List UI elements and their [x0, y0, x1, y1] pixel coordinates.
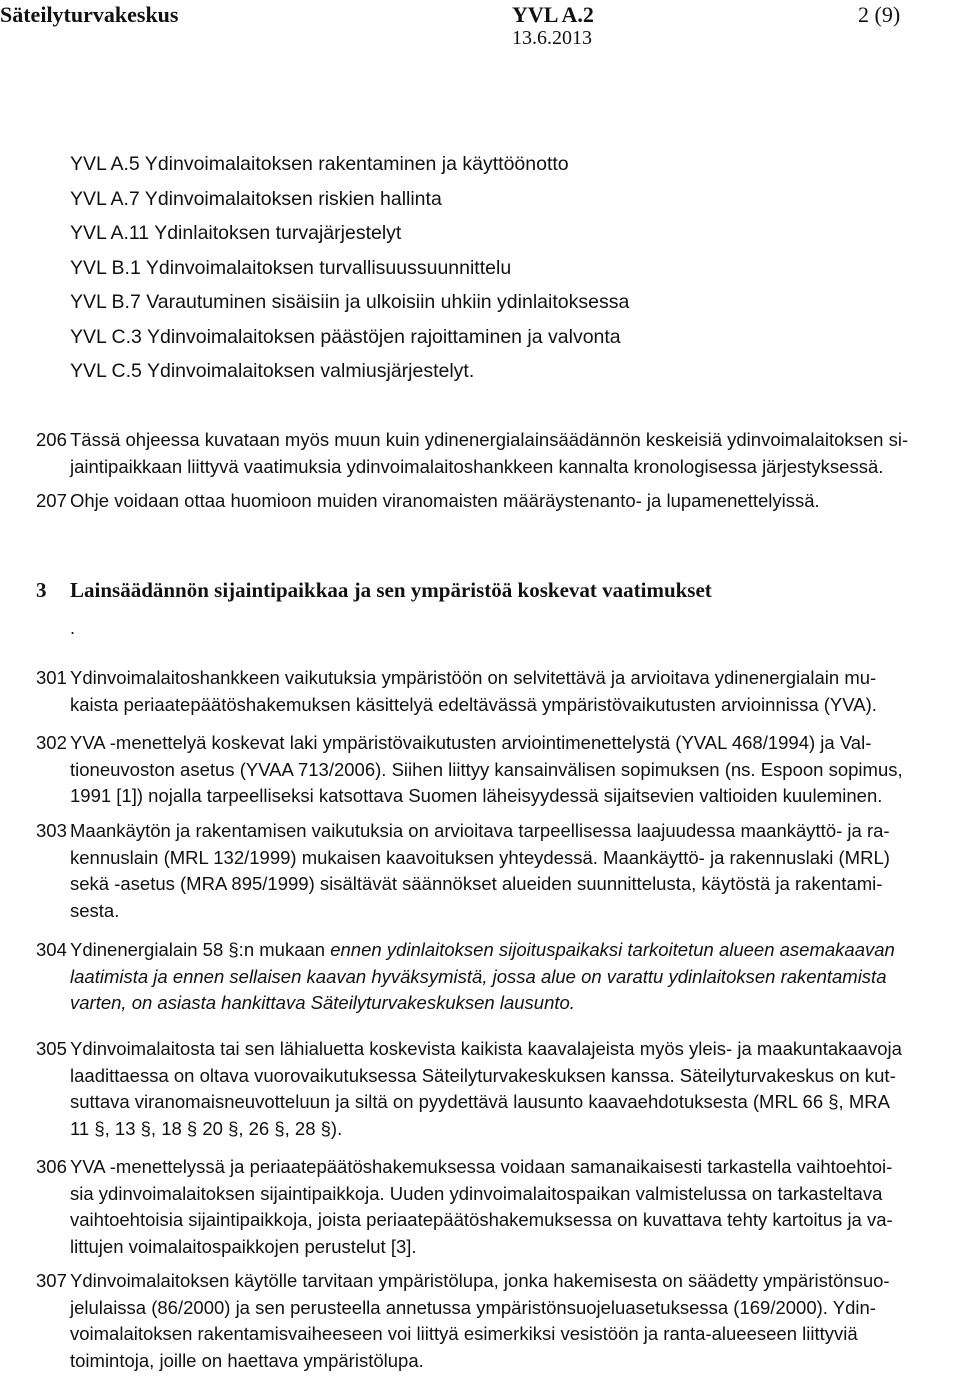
- paragraph-text: [70, 937, 958, 1017]
- paragraph-text: [70, 818, 958, 924]
- paragraph-302: [0, 730, 960, 810]
- paragraph-text: [70, 730, 958, 810]
- paragraph-text: [70, 427, 958, 480]
- paragraph-number: 302: [36, 732, 67, 753]
- paragraph-line: vaihtoehtoisia sijaintipaikkoja, joista periaatepäätöshakemuksessa on kuvattava tehty kartoitus ja va-: [70, 1209, 893, 1230]
- paragraph-quote: ennen ydinlaitoksen sijoituspaikaksi tarkoitetun alueen asemakaavan: [330, 939, 895, 960]
- paragraph-line: Ydinvoimalaitoksen käytölle tarvitaan ympäristölupa, jonka hakemisesta on säädetty ympäristönsuo-: [70, 1270, 890, 1291]
- paragraph-207: [0, 488, 960, 515]
- paragraph-number: 307: [36, 1270, 67, 1291]
- paragraph-line: [70, 990, 958, 1017]
- reference-item: YVL C.5 Ydinvoimalaitoksen valmiusjärjestelyt.: [70, 360, 475, 382]
- paragraph-line: jaintipaikkaan liittyvä vaatimuksia ydinvoimalaitoshankkeen kannalta kronologisessa järjestyksessä.: [70, 455, 884, 477]
- paragraph-line: laadittaessa on oltava vuorovaikutuksessa Säteilyturvakeskuksen kanssa. Säteilyturvakeskus on kut-: [70, 1064, 896, 1086]
- paragraph-line: suttava viranomaisneuvotteluun ja siltä on pyydettävä lausunto kaavaehdotuksesta (MRL 66 §, MRA: [70, 1091, 890, 1112]
- section-number: 3: [36, 578, 47, 602]
- paragraph-301: [0, 665, 960, 718]
- paragraph-line: toimintoja, joille on haettava ympäristölupa.: [70, 1349, 424, 1371]
- paragraph-305: [0, 1036, 960, 1142]
- paragraph-line: kaista periaatepäätöshakemuksen käsittelyä edeltävässä ympäristövaikutusten arvioinnissa (YVA).: [70, 693, 877, 715]
- paragraph-number: 301: [36, 667, 67, 688]
- paragraph-line: 11 §, 13 §, 18 § 20 §, 26 §, 28 §).: [70, 1117, 343, 1139]
- paragraph-quote: varten, on asiasta hankittava Säteilyturvakeskuksen lausunto.: [70, 992, 575, 1013]
- paragraph-line: YVA -menettelyä koskevat laki ympäristövaikutusten arviointimenettelystä (YVAL 468/1994) ja Val-: [70, 732, 872, 753]
- reference-item: YVL A.5 Ydinvoimalaitoksen rakentaminen ja käyttöönotto: [70, 153, 569, 175]
- paragraph-text: [70, 1268, 958, 1374]
- paragraph-number: 303: [36, 820, 67, 841]
- paragraph-number: 305: [36, 1038, 67, 1059]
- paragraph-line: 1991 [1]) nojalla tarpeelliseksi katsottava Suomen läheisyydessä sijaitsevien valtioiden kuuleminen.: [70, 785, 883, 806]
- paragraph-line: tioneuvoston asetus (YVAA 713/2006). Siihen liittyy kansainvälisen sopimuksen (ns. Espoon sopimus,: [70, 758, 903, 780]
- paragraph-text: [70, 488, 958, 515]
- page-header: [0, 0, 960, 56]
- paragraph-307: [0, 1268, 960, 1374]
- paragraph-line: kennuslain (MRL 132/1999) mukaisen kaavoituksen yhteydessä. Maankäyttö- ja rakennuslaki (MRL): [70, 846, 890, 868]
- paragraph-number: 304: [36, 939, 67, 960]
- guide-date: 13.6.2013: [512, 27, 592, 49]
- paragraph-line: [70, 937, 958, 964]
- reference-list: [70, 147, 930, 389]
- paragraph-text: [70, 665, 958, 718]
- page-number: 2 (9): [858, 2, 901, 27]
- paragraph-line: Ohje voidaan ottaa huomioon muiden viranomaisten määräystenanto- ja lupamenettelyissä.: [70, 490, 820, 511]
- paragraph-number: 306: [36, 1156, 67, 1177]
- paragraph-number: 207: [36, 490, 67, 511]
- paragraph-line: sekä -asetus (MRA 895/1999) sisältävät säännökset alueiden suunnittelusta, käytöstä ja rakentami-: [70, 873, 883, 894]
- paragraph-line: Ydinvoimalaitoshankkeen vaikutuksia ympäristöön on selvitettävä ja arvioitava ydinenergialain mu-: [70, 667, 877, 688]
- paragraph-line: Maankäytön ja rakentamisen vaikutuksia on arvioitava tarpeellisessa laajuudessa maankäyttö- ja ra-: [70, 820, 890, 841]
- paragraph-line: voimalaitoksen rakentamisvaiheeseen voi liittyä esimerkiksi vesistöön ja ranta-alueeseen liittyviä: [70, 1323, 858, 1344]
- reference-item: YVL A.7 Ydinvoimalaitoksen riskien hallinta: [70, 187, 442, 210]
- paragraph-304: [0, 937, 960, 1017]
- paragraph-line: sesta.: [70, 899, 120, 921]
- paragraph-303: [0, 818, 960, 924]
- reference-item: YVL C.3 Ydinvoimalaitoksen päästöjen rajoittaminen ja valvonta: [70, 325, 621, 348]
- reference-item: YVL B.1 Ydinvoimalaitoksen turvallisuussuunnittelu: [70, 256, 512, 279]
- paragraph-text: [70, 1154, 958, 1260]
- paragraph-line: jelulaissa (86/2000) ja sen perusteella annetussa ympäristönsuojeluasetuksessa (169/2000). Ydin-: [70, 1296, 876, 1318]
- reference-item: YVL B.7 Varautuminen sisäisiin ja ulkoisiin uhkiin ydinlaitoksessa: [70, 291, 630, 313]
- paragraph-line: sia ydinvoimalaitoksen sijaintipaikkoja. Uuden ydinvoimalaitospaikan valmistelussa on tarkasteltava: [70, 1182, 883, 1204]
- organization-name: Säteilyturvakeskus: [0, 2, 179, 27]
- paragraph-intro: Ydinenergialain 58 §:n mukaan: [70, 939, 331, 960]
- paragraph-line: Ydinvoimalaitosta tai sen lähialuetta koskevista kaikista kaavalajeista myös yleis- ja maakuntakaavoja: [70, 1038, 902, 1059]
- reference-item: YVL A.11 Ydinlaitoksen turvajärjestelyt: [70, 222, 402, 244]
- paragraph-line: YVA -menettelyssä ja periaatepäätöshakemuksessa voidaan samanaikaisesti tarkastella vaihtoehtoi-: [70, 1156, 893, 1177]
- paragraph-text: [70, 1036, 958, 1142]
- section-title: Lainsäädännön sijaintipaikkaa ja sen ympäristöä koskevat vaatimukset: [70, 578, 712, 602]
- paragraph-line: littujen voimalaitospaikkojen perustelut [3].: [70, 1235, 417, 1257]
- paragraph-quote: laatimista ja ennen sellaisen kaavan hyväksymistä, jossa alue on varattu ydinlaitoksen rakentamista: [70, 965, 887, 987]
- paragraph-306: [0, 1154, 960, 1260]
- stray-mark: .: [70, 618, 76, 638]
- section-heading: [36, 575, 936, 605]
- guide-code: YVL A.2: [512, 2, 594, 27]
- paragraph-206: [0, 427, 960, 480]
- paragraph-line: [70, 964, 958, 991]
- paragraph-number: 206: [36, 429, 67, 450]
- paragraph-line: Tässä ohjeessa kuvataan myös muun kuin ydinenergialainsäädännön keskeisiä ydinvoimalaitoksen si-: [70, 429, 909, 450]
